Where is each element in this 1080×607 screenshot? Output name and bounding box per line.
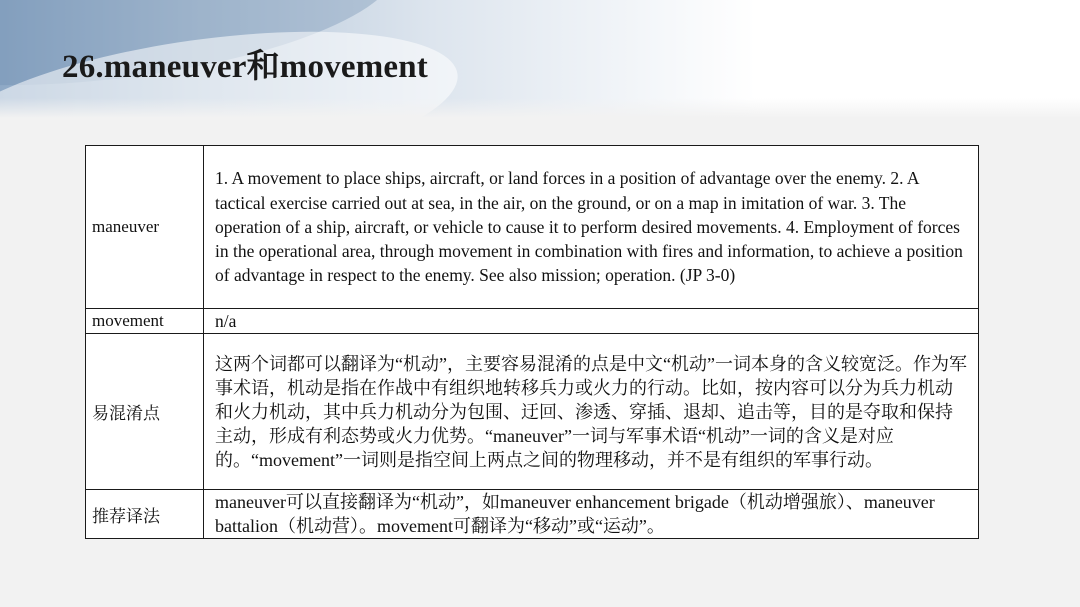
table-row (86, 334, 979, 490)
table-row (86, 309, 979, 334)
definition-cell: maneuver可以直接翻译为“机动”，如maneuver enhancement brigade（机动增强旅）、maneuver battalion（机动营）。movement可翻译为“移动”或“运动”。 (204, 490, 979, 539)
definition-cell: 1. A movement to place ships, aircraft, or land forces in a position of advantage over the enemy. 2. A tactical exercise carried out at sea, in the air, on the ground, or on a map in imitation of war. 3. The operation of a ship, aircraft, or vehicle to cause it to perform desired movements. 4. Employment of forces in the operational area, through movement in combination with fires and information, to achieve a position of advantage in respect to the enemy. See also mission; operation. (JP 3-0) (204, 146, 979, 309)
terminology-table (85, 145, 979, 539)
definition-cell: n/a (204, 309, 979, 334)
table-row (86, 490, 979, 539)
term-cell: movement (86, 309, 204, 334)
slide-title: 26.maneuver和movement (62, 49, 429, 85)
term-cell: 推荐译法 (86, 490, 204, 539)
header-fade (0, 98, 1080, 118)
table-row (86, 146, 979, 309)
term-cell: maneuver (86, 146, 204, 309)
definition-cell: 这两个词都可以翻译为“机动”，主要容易混淆的点是中文“机动”一词本身的含义较宽泛。作为军事术语，机动是指在作战中有组织地转移兵力或火力的行动。比如，按内容可以分为兵力机动和火力机动，其中兵力机动分为包围、迂回、渗透、穿插、退却、追击等，目的是夺取和保持主动，形成有利态势或火力优势。“maneuver”一词与军事术语“机动”一词的含义是对应的。“movement”一词则是指空间上两点之间的物理移动，并不是有组织的军事行动。 (204, 334, 979, 490)
term-cell: 易混淆点 (86, 334, 204, 490)
